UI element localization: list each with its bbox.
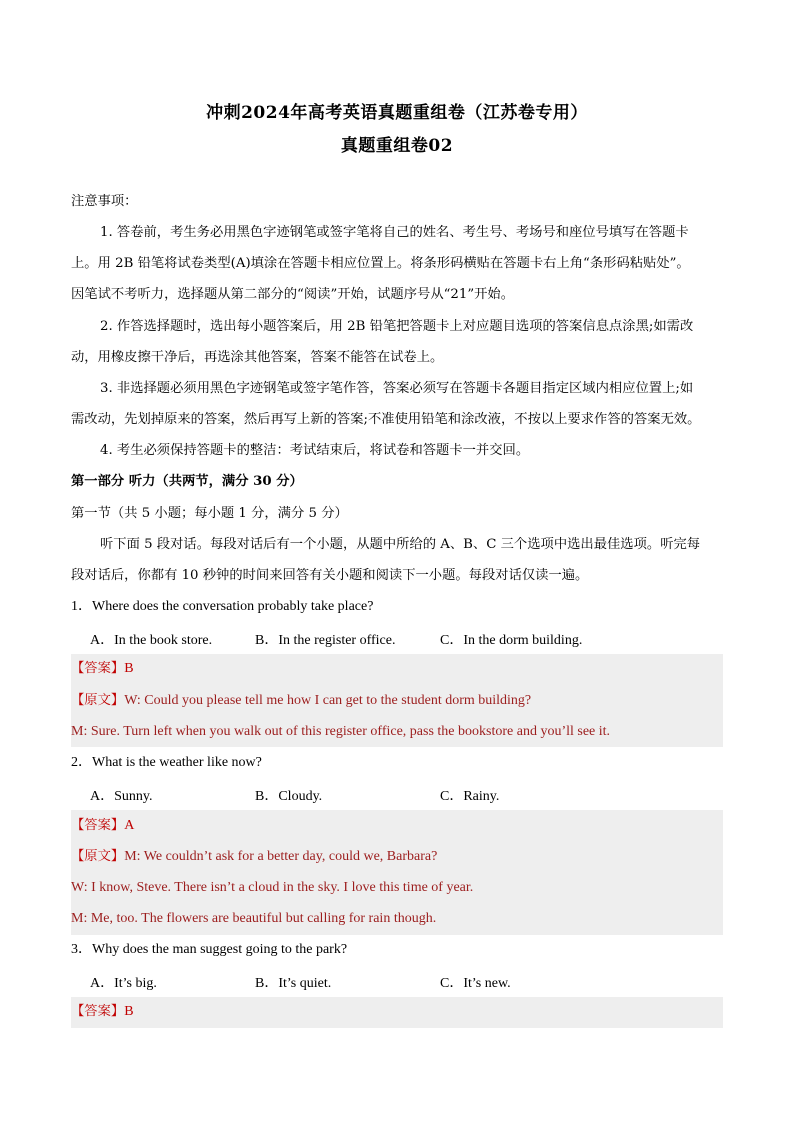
question-1-option-c: C．In the dorm building.	[440, 633, 583, 648]
question-2-transcript-line-1	[71, 848, 723, 866]
notice-item-4: 4. 考生必须保持答题卡的整洁：考试结束后，将试卷和答题卡一并交回。	[100, 443, 530, 458]
transcript-label: 【原文】	[71, 693, 125, 708]
answer-value: B	[124, 661, 134, 676]
notice-item-3-line-2: 需改动，先划掉原来的答案，然后再写上新的答案;不准使用铅笔和涂改液，不按以上要求作答的答案无效。	[71, 412, 701, 427]
part-1-heading: 第一部分 听力（共两节，满分 30 分）	[71, 474, 303, 489]
question-3-option-c: C．It’s new.	[440, 976, 511, 991]
section-1-heading: 第一节（共 5 小题；每小题 1 分，满分 5 分）	[71, 506, 348, 521]
notice-item-2-line-1: 2. 作答选择题时，选出每小题答案后，用 2B 铅笔把答题卡上对应题目选项的答案信息点涂黑;如需改	[100, 319, 694, 334]
question-3-stem: 3．Why does the man suggest going to the park?	[71, 942, 348, 957]
question-2-option-b: B．Cloudy.	[255, 789, 323, 804]
question-1-transcript-line-1	[71, 692, 723, 710]
question-1-transcript-line-2: M: Sure. Turn left when you walk out of this register office, pass the bookstore and you’ll see it.	[71, 724, 611, 739]
answer-value: B	[124, 1004, 134, 1019]
instructions-line-2: 段对话后，你都有 10 秒钟的时间来回答有关小题和阅读下一小题。每段对话仅读一遍。	[71, 568, 589, 583]
question-1-answer	[71, 660, 723, 678]
question-2-transcript-line-3: M: Me, too. The flowers are beautiful but calling for rain though.	[71, 911, 437, 926]
notice-item-3-line-1: 3. 非选择题必须用黑色字迹钢笔或签字笔作答，答案必须写在答题卡各题目指定区域内相应位置上;如	[100, 381, 694, 396]
notice-item-2-line-2: 动，用橡皮擦干净后，再选涂其他答案，答案不能答在试卷上。	[71, 350, 444, 365]
question-1-option-b: B．In the register office.	[255, 633, 396, 648]
question-2-option-a: A．Sunny.	[90, 789, 153, 804]
transcript-text: M: We couldn’t ask for a better day, could we, Barbara?	[124, 849, 438, 864]
transcript-text: W: Could you please tell me how I can get to the student dorm building?	[124, 693, 532, 708]
answer-value: A	[124, 818, 135, 833]
notice-item-1-line-1: 1. 答卷前，考生务必用黑色字迹钢笔或签字笔将自己的姓名、考生号、考场号和座位号填写在答题卡	[100, 225, 689, 240]
notice-item-1-line-3: 因笔试不考听力，选择题从第二部分的“阅读”开始，试题序号从“21”开始。	[71, 287, 515, 302]
question-3-option-b: B．It’s quiet.	[255, 976, 332, 991]
question-1-stem: 1．Where does the conversation probably take place?	[71, 599, 374, 614]
notice-item-1-line-2: 上。用 2B 铅笔将试卷类型(A)填涂在答题卡相应位置上。将条形码横贴在答题卡右上角“条形码粘贴处”。	[71, 256, 690, 271]
question-2-answer	[71, 817, 723, 835]
question-1-option-a: A．In the book store.	[90, 633, 213, 648]
answer-label: 【答案】	[71, 661, 125, 676]
answer-label: 【答案】	[71, 818, 125, 833]
question-3-option-a: A．It’s big.	[90, 976, 157, 991]
page-subtitle: 真题重组卷02	[340, 136, 454, 156]
question-2-option-c: C．Rainy.	[440, 789, 500, 804]
question-3-answer	[71, 1003, 723, 1021]
page-title: 冲刺2024年高考英语真题重组卷（江苏卷专用）	[206, 103, 588, 123]
notice-heading: 注意事项：	[71, 194, 138, 209]
answer-label: 【答案】	[71, 1004, 125, 1019]
instructions-line-1: 听下面 5 段对话。每段对话后有一个小题，从题中所给的 A、B、C 三个选项中选出最佳选项。听完每	[100, 537, 701, 552]
transcript-label: 【原文】	[71, 849, 125, 864]
question-2-transcript-line-2: W: I know, Steve. There isn’t a cloud in the sky. I love this time of year.	[71, 880, 474, 895]
question-2-stem: 2．What is the weather like now?	[71, 755, 262, 770]
